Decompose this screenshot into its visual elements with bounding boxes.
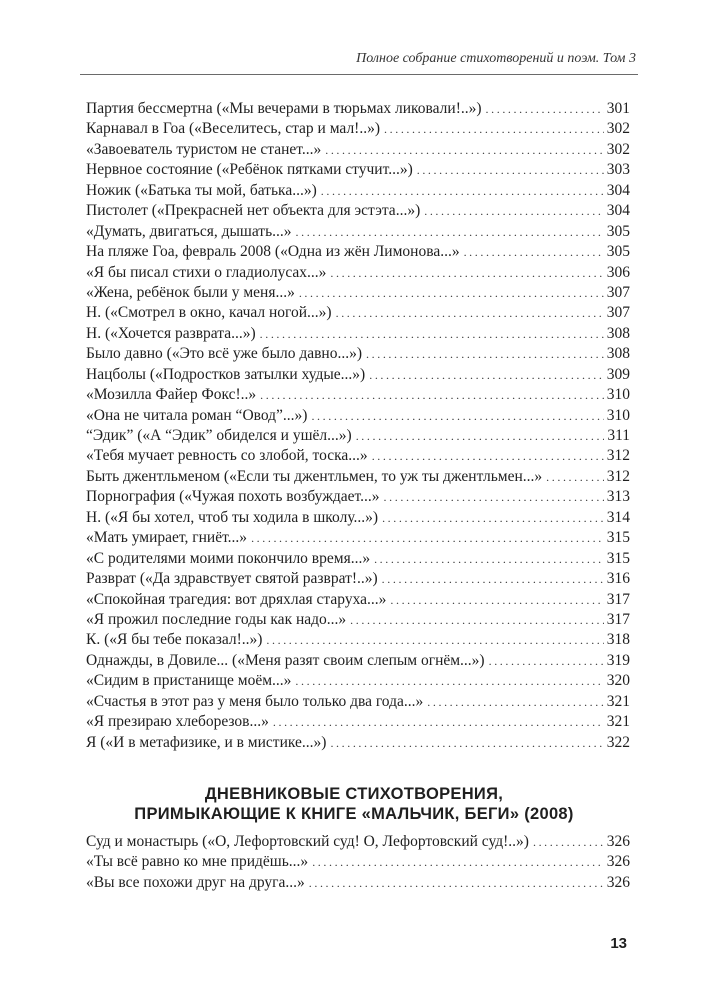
toc-dot-leader — [251, 528, 604, 548]
toc-entry — [86, 344, 630, 364]
toc-entry-page: 301 — [606, 100, 630, 117]
toc-entry-title: Быть джентльменом («Если ты джентльмен, то уж ты джентльмен...» — [86, 467, 543, 485]
toc-entry-title: «Мозилла Файер Фокс!..» — [86, 386, 257, 404]
toc-dot-leader — [374, 549, 604, 569]
toc-dot-leader — [260, 324, 604, 344]
toc-entry-page: 307 — [606, 304, 630, 322]
toc-entry — [86, 630, 630, 650]
toc-entry-page: 315 — [606, 529, 630, 547]
toc-dot-leader — [384, 119, 604, 139]
toc-entry-page: 326 — [606, 833, 630, 850]
toc-entry-title: «С родителями моими покончило время...» — [86, 549, 371, 567]
toc-entry — [86, 467, 630, 487]
toc-dot-leader — [330, 733, 603, 753]
toc-entry-title: Было давно («Это всё уже было давно...») — [86, 345, 363, 363]
section-heading-line-1: ДНЕВНИКОВЫЕ СТИХОТВОРЕНИЯ, — [204, 785, 504, 803]
toc-dot-leader — [546, 467, 604, 487]
toc-entry-page: 302 — [606, 140, 630, 158]
toc-entry-page: 310 — [606, 386, 630, 404]
toc-entry-title: «Я презираю хлеборезов...» — [86, 713, 269, 731]
toc-entry-title: Нервное состояние («Ребёнок пятками стучит...») — [86, 161, 413, 179]
toc-entry — [86, 140, 630, 160]
toc-dot-leader — [321, 181, 604, 201]
toc-entry — [86, 160, 630, 180]
toc-dot-leader — [464, 242, 604, 262]
toc-entry-page: 307 — [606, 283, 630, 301]
toc-dot-leader — [424, 201, 604, 221]
toc-entry-title: Н. («Я бы хотел, чтоб ты ходила в школу...») — [86, 508, 379, 526]
toc-entry — [86, 119, 630, 139]
toc-entry-title: «Думать, двигаться, дышать...» — [86, 222, 292, 240]
toc-entry-page: 326 — [606, 873, 630, 891]
toc-entry-page: 321 — [606, 713, 630, 731]
header-rule — [80, 74, 638, 75]
toc-dot-leader — [330, 263, 603, 283]
toc-dot-leader — [299, 283, 604, 303]
toc-entry — [86, 712, 630, 732]
toc-entry-title: Партия бессмертна («Мы вечерами в тюрьмах ликовали!..») — [86, 100, 482, 117]
toc-dot-leader — [369, 365, 604, 385]
toc-entry-title: «Вы все похожи друг на друга...» — [86, 873, 305, 891]
toc-entry-title: «Сидим в пристанище моём...» — [86, 672, 292, 690]
toc-entry — [86, 487, 630, 507]
toc-entry-page: 304 — [606, 202, 630, 220]
toc-entry-page: 302 — [606, 120, 630, 138]
toc-entry-page: 304 — [606, 181, 630, 199]
toc-entry-title: Нацболы («Подростков затылки худые...») — [86, 365, 366, 383]
toc-entry — [86, 508, 630, 528]
toc-entry-page: 312 — [606, 467, 630, 485]
toc-entry-title: Пистолет («Прекрасней нет объекта для эстэта...») — [86, 202, 421, 220]
toc-entry-title: Порнография («Чужая похоть возбуждает...» — [86, 488, 380, 506]
toc-entry-page: 305 — [606, 243, 630, 261]
toc-dot-leader — [325, 140, 604, 160]
toc-entry-page: 317 — [606, 590, 630, 608]
toc-entry — [86, 610, 630, 630]
toc-dot-leader — [489, 651, 604, 671]
toc-dot-leader — [533, 832, 604, 852]
toc-dot-leader — [350, 610, 604, 630]
toc-entry — [86, 528, 630, 548]
toc-entry-title: «Я бы писал стихи о гладиолусах...» — [86, 263, 327, 281]
toc-entry-page: 317 — [606, 610, 630, 628]
toc-entry-title: «Мать умирает, гниёт...» — [86, 529, 248, 547]
toc-entry-title: «Я прожил последние годы как надо...» — [86, 610, 347, 628]
toc-entry — [86, 446, 630, 466]
toc-entry — [86, 201, 630, 221]
toc-entry-page: 319 — [606, 651, 630, 669]
toc-dot-leader — [260, 385, 604, 405]
toc-entry — [86, 222, 630, 242]
toc-entry-page: 311 — [607, 427, 630, 444]
toc-entry-title: Суд и монастырь («О, Лефортовский суд! О, Лефортовский суд!..») — [86, 833, 529, 850]
toc-entry — [86, 426, 630, 446]
toc-entry — [86, 852, 630, 872]
toc-entry-page: 305 — [606, 222, 630, 240]
toc-entry-title: Карнавал в Гоа («Веселитесь, стар и мал!..») — [86, 120, 381, 138]
toc-entry — [86, 283, 630, 303]
toc-entry — [86, 385, 630, 405]
toc-entry — [86, 590, 630, 610]
toc-dot-leader — [384, 487, 604, 507]
toc-entry-title: Н. («Хочется разврата...») — [86, 324, 256, 342]
toc-entry-title: «Счастья в этот раз у меня было только два года...» — [86, 692, 424, 710]
toc-entry — [86, 99, 630, 119]
toc-entry-title: Разврат («Да здравствует святой разврат!..») — [86, 570, 378, 588]
toc-entry-page: 306 — [606, 263, 630, 281]
toc-entry-page: 309 — [606, 365, 630, 383]
toc-entry-title: «Тебя мучает ревность со злобой, тоска...» — [86, 447, 368, 465]
toc-entry-page: 321 — [606, 692, 630, 710]
toc-dot-leader — [417, 160, 604, 180]
toc-entry — [86, 324, 630, 344]
section-heading — [0, 784, 708, 824]
toc-dot-leader — [382, 569, 604, 589]
toc-entry-title: Однажды, в Довиле... («Меня разят своим слепым огнём...») — [86, 651, 485, 669]
toc-entry-page: 308 — [606, 324, 630, 342]
toc-entry-title: «Завоеватель туристом не станет...» — [86, 140, 322, 158]
toc-dot-leader — [356, 426, 605, 446]
toc-entry-page: 318 — [606, 631, 630, 649]
toc-entry-title: «Ты всё равно ко мне придёшь...» — [86, 853, 309, 871]
toc-dot-leader — [295, 671, 603, 691]
toc-entry — [86, 671, 630, 691]
toc-entry — [86, 549, 630, 569]
toc-entry-page: 310 — [606, 406, 630, 424]
toc-entry-page: 308 — [606, 345, 630, 363]
toc-entry-page: 303 — [606, 161, 630, 179]
toc-entry — [86, 365, 630, 385]
toc-entry-page: 313 — [606, 488, 630, 506]
toc-entry-title: Я («И в метафизике, и в мистике...») — [86, 733, 327, 751]
toc-entry-title: Ножик («Батька ты мой, батька...») — [86, 181, 317, 199]
toc-dot-leader — [266, 630, 603, 650]
toc-entry — [86, 242, 630, 262]
toc-dot-leader — [390, 590, 603, 610]
toc-entry-page: 316 — [606, 570, 630, 588]
toc-dot-leader — [486, 99, 604, 119]
toc-entry-title: К. («Я бы тебе показал!..») — [86, 631, 263, 649]
toc-entry — [86, 692, 630, 712]
toc-dot-leader — [372, 446, 604, 466]
toc-entry-page: 312 — [606, 447, 630, 465]
section-toc-list — [86, 832, 630, 893]
toc-dot-leader — [312, 852, 604, 872]
toc-entry — [86, 406, 630, 426]
toc-dot-leader — [336, 303, 604, 323]
toc-entry-page: 326 — [606, 853, 630, 871]
toc-entry-title: На пляже Гоа, февраль 2008 («Одна из жён Лимонова...» — [86, 243, 460, 261]
toc-entry-page: 314 — [606, 508, 630, 526]
toc-entry — [86, 569, 630, 589]
toc-entry-page: 322 — [606, 733, 630, 751]
toc-entry-title: “Эдик” («А “Эдик” обиделся и ушёл...») — [86, 427, 352, 444]
toc-entry — [86, 263, 630, 283]
toc-entry — [86, 832, 630, 852]
toc-entry — [86, 303, 630, 323]
toc-entry-title: Н. («Смотрел в окно, качал ногой...») — [86, 304, 332, 322]
toc-entry — [86, 651, 630, 671]
toc-dot-leader — [309, 873, 604, 893]
toc-list — [86, 99, 630, 753]
toc-entry-page: 315 — [606, 549, 630, 567]
running-header: Полное собрание стихотворений и поэм. Том 3 — [356, 51, 636, 66]
toc-dot-leader — [366, 344, 604, 364]
toc-entry-title: «Спокойная трагедия: вот дряхлая старуха...» — [86, 590, 387, 608]
toc-entry-title: «Жена, ребёнок были у меня...» — [86, 283, 295, 301]
toc-entry-title: «Она не читала роман “Овод”...») — [86, 406, 308, 424]
toc-dot-leader — [311, 406, 603, 426]
toc-dot-leader — [296, 222, 604, 242]
toc-entry — [86, 181, 630, 201]
toc-dot-leader — [382, 508, 604, 528]
toc-dot-leader — [273, 712, 604, 732]
section-heading-line-2: ПРИМЫКАЮЩИЕ К КНИГЕ «МАЛЬЧИК, БЕГИ» (2008) — [134, 805, 574, 823]
page-number: 13 — [610, 935, 627, 952]
toc-entry-page: 320 — [606, 672, 630, 690]
toc-entry — [86, 873, 630, 893]
toc-entry — [86, 733, 630, 753]
toc-dot-leader — [427, 692, 603, 712]
